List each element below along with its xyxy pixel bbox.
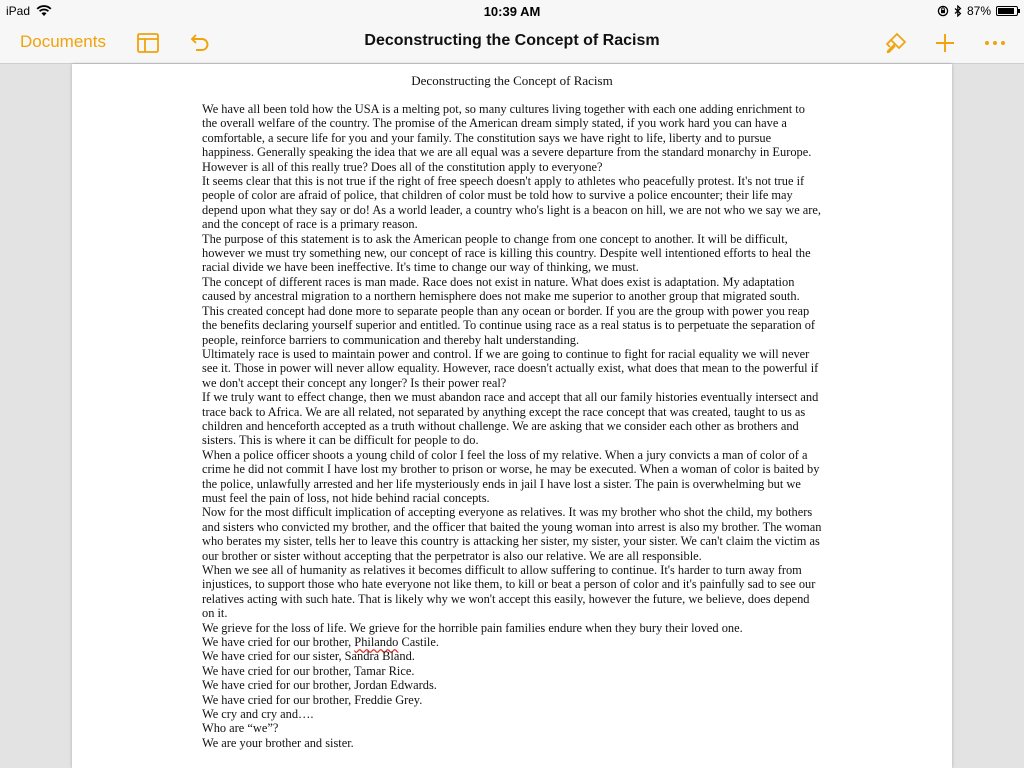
more-options-icon[interactable] — [983, 31, 1007, 55]
closing-line: We cry and cry and…. — [202, 707, 314, 722]
paragraph: We grieve for the loss of life. We grieve for the horrible pain families endure when they bury their loved one. — [202, 620, 743, 635]
paragraph: The purpose of this statement is to ask the American people to change from one concept to another. It will be difficult, however we must try something new, our concept of race is killing this country. Despite well intentioned efforts to heal the racial divide we have been ineffective. It's time to change our way of thinking, we must. — [202, 231, 811, 275]
paragraph: The concept of different races is man made. Race does not exist in nature. What does exist is adaptation. My adaptation caused by ancestral migration to a northern hemisphere does not make me superior to another group that migrated south. This created concept had done more to separate people than any ocean or border. If you are the group with power you reap the benefits declaring yourself superior and entitled. To continue using race as a real status is to perpetuate the separation of people, reinforce barriers to communication and thereby halt understanding. — [202, 274, 816, 347]
view-sidebar-icon[interactable] — [136, 31, 160, 55]
closing-line: Who are “we”? — [202, 721, 279, 736]
document-title: Deconstructing the Concept of Racism — [411, 73, 613, 88]
paragraph: Now for the most difficult implication of accepting everyone as relatives. It was my brother who shot the child, my bothers and sisters who convicted my brother, and the officer that baited the young woman into arrest is also my brother. The woman who berates my sister, tells her to leave this country is attacking her sister, my sister, your sister. We can't claim the victim as our brother or sister without accepting that the perpetrator is also our relative. We are all responsible. — [202, 505, 822, 563]
text-run: Castile. — [398, 635, 439, 650]
closing-line: We have cried for our sister, Sandra Bland. — [202, 649, 415, 664]
status-bar — [0, 0, 1024, 22]
paragraph: When we see all of humanity as relatives it becomes difficult to allow suffering to continue. It's harder to turn away from injustices, to support those who hate everyone not like them, to kill or beat a person of color and it's painfully sad to see our relatives acting with such hate. That is likely why we won't accept this easily, however the future, we believe, does depend on it. — [202, 563, 816, 621]
status-time: 10:39 AM — [483, 4, 541, 19]
paragraph: It seems clear that this is not true if the right of free speech doesn't apply to athletes who peacefully protest. It's not true if people of color are afraid of police, that children of color must be told how to survive a police encounter; their life may depend upon what they say or do! As a world leader, a country who's light is a beacon on hill, we are not who we say we are, and the concept of race is a primary reason. — [202, 174, 822, 232]
rotation-lock-icon — [937, 5, 949, 17]
battery-icon — [996, 6, 1018, 16]
battery-percent: 87% — [966, 4, 991, 18]
closing-line: We have cried for our brother, Freddie Grey. — [202, 692, 423, 707]
paragraph: Ultimately race is used to maintain power and control. If we are going to continue to fight for racial equality we will never see it. Those in power will never allow equality. However, race doesn't actually exist, what does that mean to the powerful if we don't accept their concept any longer? Is their power real? — [202, 346, 819, 390]
paragraph: If we truly want to effect change, then we must abandon race and accept that all our family histories eventually intersect and trace back to Africa. We are all related, not separated by anything except the race concept that was created, taught to us as children and henceforth accepted as a truth without challenge. We are asking that we consider each other as brothers and sisters. This is where it can be difficult for people to do. — [202, 390, 819, 448]
paragraph: When a police officer shoots a young child of color I feel the loss of my relative. When a jury convicts a man of color of a crime he did not commit I have lost my brother to prison or worse, he may be executed. When a woman of color is baited by the police, unlawfully arrested and her life mysteriously ends in jail I have lost a sister. The pain is overwhelming but we must feel the pain of loss, not hide behind racial concepts. — [202, 447, 820, 505]
status-right — [937, 4, 1018, 18]
document-page[interactable] — [72, 64, 952, 768]
misspelled-word[interactable]: Philando — [354, 635, 399, 650]
documents-button[interactable]: Documents — [20, 32, 106, 51]
battery-level — [998, 8, 1014, 14]
closing-line: We have cried for our brother, Jordan Edwards. — [202, 678, 437, 693]
undo-icon[interactable] — [187, 31, 211, 55]
device-name: iPad — [6, 4, 31, 18]
format-brush-icon[interactable] — [884, 31, 908, 55]
closing-line: We are your brother and sister. — [202, 735, 354, 750]
document-body[interactable] — [202, 102, 822, 750]
window-title: Deconstructing the Concept of Racism — [364, 32, 660, 49]
add-icon[interactable] — [933, 31, 957, 55]
bluetooth-icon — [954, 5, 962, 17]
paragraph-philando — [202, 635, 822, 649]
closing-line: We have cried for our brother, Tamar Rice. — [202, 663, 415, 678]
text-run: We have cried for our brother, — [202, 635, 355, 650]
toolbar — [0, 22, 1024, 64]
paragraph: We have all been told how the USA is a melting pot, so many cultures living together with each one adding enrichment to the overall welfare of the country. The promise of the American dream simply stated, if you work hard you can have a comfortable, a secure life for you and your family. The constitution says we have right to life, liberty and to pursue happiness. Generally speaking the idea that we are all equal was a severe departure from the standard monarchy in Europe. However is all of this really true? Does all of the constitution apply to everyone? — [202, 102, 812, 174]
